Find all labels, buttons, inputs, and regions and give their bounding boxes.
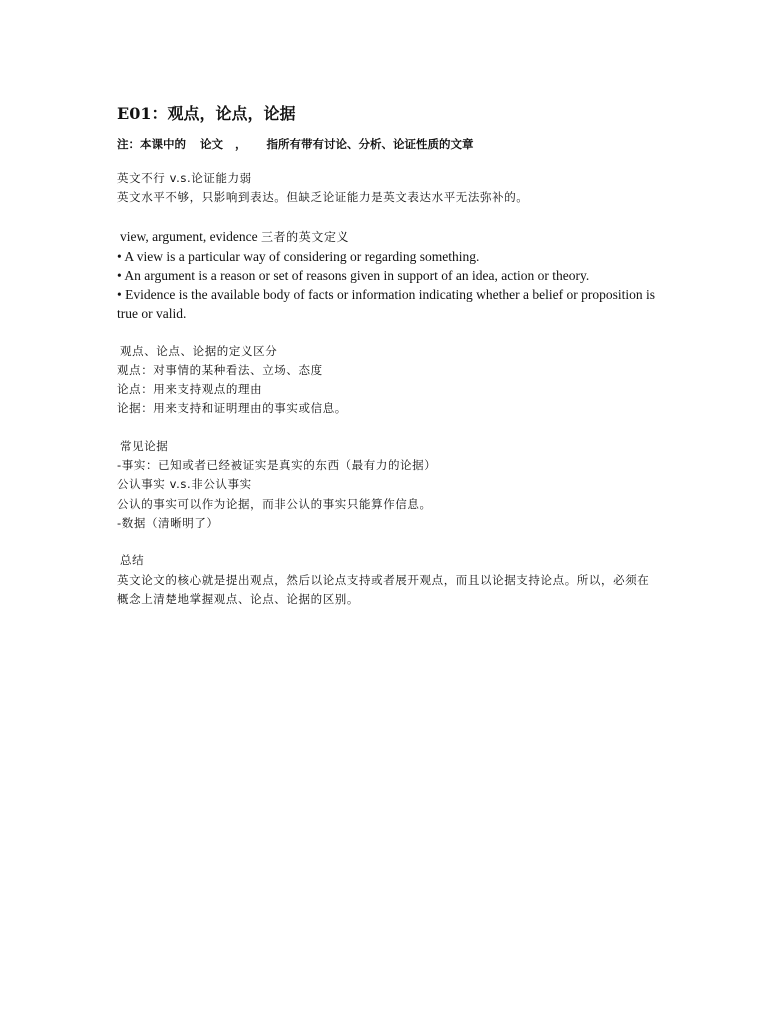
section4-line-3: 公认的事实可以作为论据，而非公认的事实只能算作信息。	[117, 496, 432, 511]
section-english-vs-argument	[117, 169, 655, 208]
section3-line-evidence: 论据：用来支持和证明理由的事实或信息。	[117, 401, 347, 416]
document-title: E01：观点，论点，论据	[117, 104, 296, 123]
section5-body: 英文论文的核心就是提出观点，然后以论点支持或者展开观点，而且以论据支持论点。所以，必须在概念上清楚地掌握观点、论点、论据的区别。	[117, 572, 650, 606]
section4-line-2: 公认事实 v.s.非公认事实	[117, 477, 252, 492]
note-part-2: 论文	[200, 137, 223, 151]
section1-body: 英文水平不够，只影响到表达。但缺乏论证能力是英文表达水平无法弥补的。	[117, 190, 529, 205]
section4-heading: 常见论据	[120, 438, 169, 453]
definition-evidence: • Evidence is the available body of facts or information indicating whether a belief or proposition is true or valid.	[117, 286, 655, 321]
section3-line-view: 观点：对事情的某种看法、立场、态度	[117, 362, 323, 377]
note-part-4: 指所有带有讨论、分析、论证性质的文章	[266, 137, 474, 151]
section2-heading	[117, 227, 655, 247]
course-note	[117, 136, 655, 152]
section2-heading-cn: 三者的英文定义	[260, 229, 350, 244]
section4-line-4: -数据（清晰明了）	[117, 515, 219, 530]
definition-argument: • An argument is a reason or set of reasons given in support of an idea, action or theory.	[117, 267, 590, 283]
note-part-3: ，	[235, 137, 247, 151]
section5-heading: 总结	[120, 553, 145, 568]
note-part-1: 注：本课中的	[117, 137, 186, 151]
section-common-evidence	[117, 437, 655, 533]
document-page	[117, 103, 655, 609]
section4-line-1: -事实：已知或者已经被证实是真实的东西（最有力的论据）	[117, 458, 437, 473]
section2-heading-en: view, argument, evidence	[120, 228, 258, 244]
section3-line-argument: 论点：用来支持观点的理由	[117, 382, 263, 397]
section-definition-distinction	[117, 342, 655, 419]
section-summary	[117, 551, 655, 609]
section-english-definitions	[117, 227, 655, 323]
section3-heading: 观点、论点、论据的定义区分	[120, 343, 278, 358]
definition-view: • A view is a particular way of considering or regarding something.	[117, 248, 480, 264]
section1-heading: 英文不行 v.s.论证能力弱	[117, 171, 252, 185]
